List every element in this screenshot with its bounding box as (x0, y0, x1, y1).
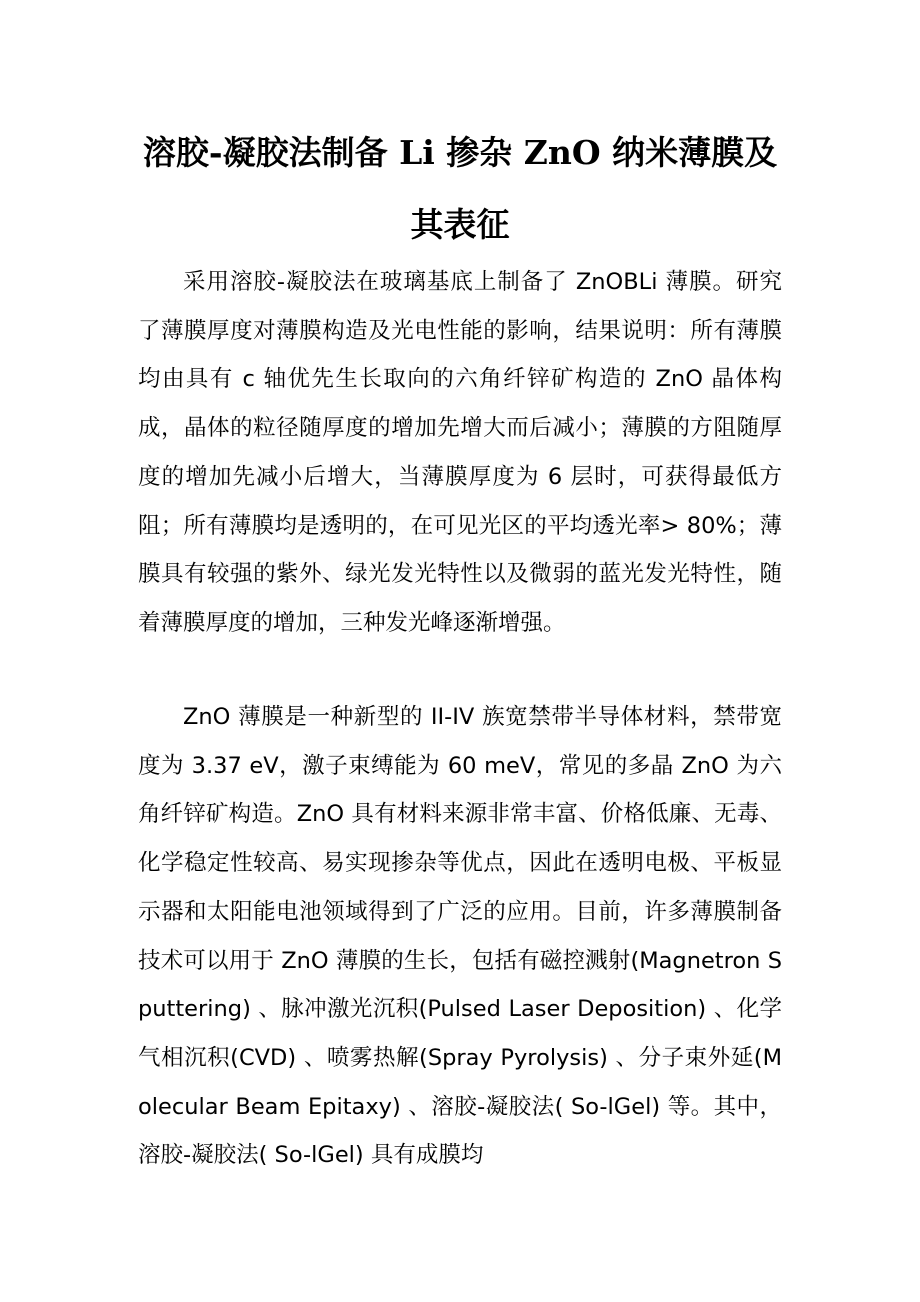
document-title-line-2: 其表征 (410, 205, 510, 244)
introduction-paragraph: ZnO 薄膜是一种新型的 II-IV 族宽禁带半导体材料，禁带宽度为 3.37 eV，激子束缚能为 60 meV，常见的多晶 ZnO 为六角纤锌矿构造。ZnO 具有材料来源非常丰富、价格低廉、无毒、化学稳定性较高、易实现掺杂等优点，因此在透明电极、平板显示器和太阳能电池领域得到了广泛的应用。目前，许多薄膜制备技术可以用于 ZnO 薄膜的生长，包括有磁控溅射(Magnetron Sputtering) 、脉冲激光沉积(Pulsed Laser Deposition) 、化学气相沉积(CVD) 、喷雾热解(Spray Pyrolysis) 、分子束外延(Molecular Beam Epitaxy) 、溶胶-凝胶法( So-lGel) 等。其中，溶胶-凝胶法( So-lGel) 具有成膜均 (138, 704, 782, 1169)
abstract-paragraph: 采用溶胶-凝胶法在玻璃基底上制备了 ZnOBLi 薄膜。研究了薄膜厚度对薄膜构造及光电性能的影响，结果说明：所有薄膜均由具有 c 轴优先生长取向的六角纤锌矿构造的 ZnO 晶体构成，晶体的粒径随厚度的增加先增大而后减小；薄膜的方阻随厚度的增加先减小后增大，当薄膜厚度为 6 层时，可获得最低方阻；所有薄膜均是透明的，在可见光区的平均透光率> 80%；薄膜具有较强的紫外、绿光发光特性以及微弱的蓝光发光特性，随着薄膜厚度的增加，三种发光峰逐渐增强。 (138, 269, 782, 636)
document-title-line-1: 溶胶-凝胶法制备 Li 掺杂 ZnO 纳米薄膜及 (142, 133, 778, 172)
